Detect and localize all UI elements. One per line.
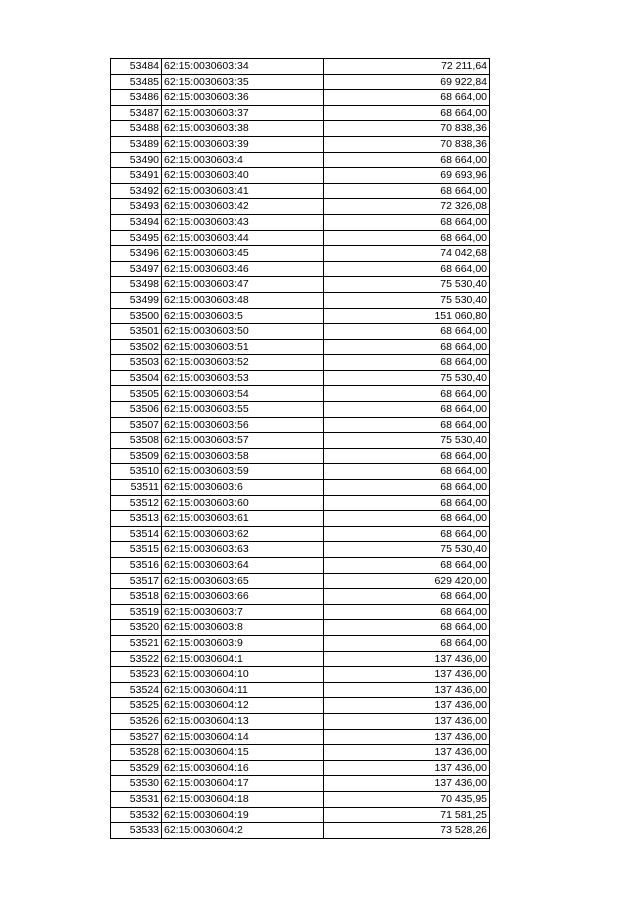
cadastral-value-cell: 629 420,00 — [324, 573, 490, 589]
cadastral-number-cell: 62:15:0030603:42 — [162, 199, 324, 215]
table-row — [111, 620, 490, 636]
table-row — [111, 698, 490, 714]
row-number-cell: 53505 — [111, 386, 162, 402]
table-row — [111, 464, 490, 480]
row-number-cell: 53503 — [111, 355, 162, 371]
row-number-cell: 53501 — [111, 324, 162, 340]
table-row — [111, 199, 490, 215]
cadastral-number-cell: 62:15:0030604:19 — [162, 807, 324, 823]
cadastral-value-cell: 68 664,00 — [324, 448, 490, 464]
row-number-cell: 53511 — [111, 480, 162, 496]
table-row — [111, 635, 490, 651]
table-row — [111, 729, 490, 745]
table-row — [111, 261, 490, 277]
cadastral-number-cell: 62:15:0030603:58 — [162, 448, 324, 464]
cadastral-number-cell: 62:15:0030603:46 — [162, 261, 324, 277]
cadastral-number-cell: 62:15:0030603:37 — [162, 105, 324, 121]
table-row — [111, 651, 490, 667]
row-number-cell: 53504 — [111, 370, 162, 386]
cadastral-number-cell: 62:15:0030603:62 — [162, 526, 324, 542]
cadastral-number-cell: 62:15:0030603:52 — [162, 355, 324, 371]
row-number-cell: 53499 — [111, 292, 162, 308]
table-row — [111, 292, 490, 308]
row-number-cell: 53490 — [111, 152, 162, 168]
table-row — [111, 214, 490, 230]
cadastral-value-table — [110, 58, 490, 839]
cadastral-number-cell: 62:15:0030603:54 — [162, 386, 324, 402]
table-row — [111, 402, 490, 418]
row-number-cell: 53515 — [111, 542, 162, 558]
cadastral-number-cell: 62:15:0030604:15 — [162, 745, 324, 761]
row-number-cell: 53531 — [111, 791, 162, 807]
table-row — [111, 246, 490, 262]
row-number-cell: 53491 — [111, 168, 162, 184]
table-row — [111, 74, 490, 90]
cadastral-value-cell: 70 435,95 — [324, 791, 490, 807]
table-row — [111, 558, 490, 574]
cadastral-number-cell: 62:15:0030603:36 — [162, 90, 324, 106]
cadastral-value-cell: 68 664,00 — [324, 635, 490, 651]
cadastral-number-cell: 62:15:0030603:57 — [162, 433, 324, 449]
row-number-cell: 53528 — [111, 745, 162, 761]
cadastral-value-cell: 68 664,00 — [324, 402, 490, 418]
table-row — [111, 277, 490, 293]
cadastral-value-cell: 75 530,40 — [324, 277, 490, 293]
cadastral-number-cell: 62:15:0030603:55 — [162, 402, 324, 418]
cadastral-value-cell: 137 436,00 — [324, 667, 490, 683]
row-number-cell: 53516 — [111, 558, 162, 574]
cadastral-value-cell: 68 664,00 — [324, 105, 490, 121]
cadastral-number-cell: 62:15:0030603:61 — [162, 511, 324, 527]
cadastral-number-cell: 62:15:0030603:48 — [162, 292, 324, 308]
row-number-cell: 53509 — [111, 448, 162, 464]
row-number-cell: 53489 — [111, 136, 162, 152]
cadastral-value-cell: 68 664,00 — [324, 589, 490, 605]
cadastral-value-cell: 71 581,25 — [324, 807, 490, 823]
row-number-cell: 53508 — [111, 433, 162, 449]
table-row — [111, 308, 490, 324]
cadastral-value-cell: 68 664,00 — [324, 183, 490, 199]
table-row — [111, 776, 490, 792]
cadastral-value-cell: 72 326,08 — [324, 199, 490, 215]
cadastral-value-cell: 151 060,80 — [324, 308, 490, 324]
table-body — [111, 59, 490, 839]
row-number-cell: 53497 — [111, 261, 162, 277]
table-row — [111, 589, 490, 605]
table-row — [111, 370, 490, 386]
row-number-cell: 53506 — [111, 402, 162, 418]
row-number-cell: 53527 — [111, 729, 162, 745]
row-number-cell: 53530 — [111, 776, 162, 792]
row-number-cell: 53488 — [111, 121, 162, 137]
cadastral-number-cell: 62:15:0030604:18 — [162, 791, 324, 807]
table-row — [111, 667, 490, 683]
cadastral-number-cell: 62:15:0030603:63 — [162, 542, 324, 558]
cadastral-value-cell: 137 436,00 — [324, 651, 490, 667]
table-row — [111, 386, 490, 402]
cadastral-value-cell: 75 530,40 — [324, 542, 490, 558]
row-number-cell: 53487 — [111, 105, 162, 121]
table-row — [111, 433, 490, 449]
cadastral-value-cell: 137 436,00 — [324, 729, 490, 745]
row-number-cell: 53485 — [111, 74, 162, 90]
table-row — [111, 791, 490, 807]
cadastral-value-cell: 68 664,00 — [324, 464, 490, 480]
row-number-cell: 53507 — [111, 417, 162, 433]
cadastral-number-cell: 62:15:0030604:17 — [162, 776, 324, 792]
table-row — [111, 713, 490, 729]
cadastral-value-cell: 75 530,40 — [324, 433, 490, 449]
cadastral-number-cell: 62:15:0030603:41 — [162, 183, 324, 199]
cadastral-value-cell: 75 530,40 — [324, 370, 490, 386]
row-number-cell: 53529 — [111, 760, 162, 776]
table-row — [111, 168, 490, 184]
cadastral-number-cell: 62:15:0030603:44 — [162, 230, 324, 246]
row-number-cell: 53494 — [111, 214, 162, 230]
cadastral-number-cell: 62:15:0030603:6 — [162, 480, 324, 496]
cadastral-number-cell: 62:15:0030603:39 — [162, 136, 324, 152]
table-row — [111, 526, 490, 542]
cadastral-value-cell: 68 664,00 — [324, 152, 490, 168]
table-row — [111, 90, 490, 106]
row-number-cell: 53492 — [111, 183, 162, 199]
cadastral-value-cell: 68 664,00 — [324, 558, 490, 574]
cadastral-value-cell: 68 664,00 — [324, 480, 490, 496]
table-row — [111, 823, 490, 839]
cadastral-number-cell: 62:15:0030603:59 — [162, 464, 324, 480]
cadastral-value-cell: 74 042,68 — [324, 246, 490, 262]
table-row — [111, 324, 490, 340]
cadastral-value-cell: 68 664,00 — [324, 214, 490, 230]
row-number-cell: 53524 — [111, 682, 162, 698]
row-number-cell: 53493 — [111, 199, 162, 215]
cadastral-number-cell: 62:15:0030604:2 — [162, 823, 324, 839]
cadastral-value-cell: 68 664,00 — [324, 324, 490, 340]
table-row — [111, 417, 490, 433]
row-number-cell: 53522 — [111, 651, 162, 667]
cadastral-value-cell: 68 664,00 — [324, 230, 490, 246]
row-number-cell: 53513 — [111, 511, 162, 527]
row-number-cell: 53495 — [111, 230, 162, 246]
row-number-cell: 53510 — [111, 464, 162, 480]
cadastral-number-cell: 62:15:0030603:34 — [162, 59, 324, 75]
cadastral-value-cell: 72 211,64 — [324, 59, 490, 75]
cadastral-number-cell: 62:15:0030603:66 — [162, 589, 324, 605]
row-number-cell: 53520 — [111, 620, 162, 636]
cadastral-value-cell: 69 922,84 — [324, 74, 490, 90]
cadastral-number-cell: 62:15:0030603:56 — [162, 417, 324, 433]
cadastral-value-cell: 69 693,96 — [324, 168, 490, 184]
table-row — [111, 59, 490, 75]
cadastral-number-cell: 62:15:0030603:50 — [162, 324, 324, 340]
cadastral-number-cell: 62:15:0030603:40 — [162, 168, 324, 184]
cadastral-value-cell: 68 664,00 — [324, 90, 490, 106]
row-number-cell: 53533 — [111, 823, 162, 839]
cadastral-number-cell: 62:15:0030603:60 — [162, 495, 324, 511]
row-number-cell: 53496 — [111, 246, 162, 262]
cadastral-value-cell: 68 664,00 — [324, 526, 490, 542]
cadastral-number-cell: 62:15:0030604:14 — [162, 729, 324, 745]
cadastral-number-cell: 62:15:0030603:45 — [162, 246, 324, 262]
row-number-cell: 53512 — [111, 495, 162, 511]
table-row — [111, 480, 490, 496]
table-row — [111, 542, 490, 558]
cadastral-number-cell: 62:15:0030603:64 — [162, 558, 324, 574]
cadastral-value-cell: 70 838,36 — [324, 136, 490, 152]
cadastral-value-cell: 73 528,26 — [324, 823, 490, 839]
table-row — [111, 448, 490, 464]
cadastral-value-cell: 137 436,00 — [324, 682, 490, 698]
cadastral-number-cell: 62:15:0030604:16 — [162, 760, 324, 776]
row-number-cell: 53517 — [111, 573, 162, 589]
cadastral-value-cell: 137 436,00 — [324, 745, 490, 761]
cadastral-value-cell: 68 664,00 — [324, 261, 490, 277]
cadastral-value-cell: 68 664,00 — [324, 511, 490, 527]
cadastral-number-cell: 62:15:0030604:12 — [162, 698, 324, 714]
cadastral-number-cell: 62:15:0030603:38 — [162, 121, 324, 137]
row-number-cell: 53519 — [111, 604, 162, 620]
cadastral-number-cell: 62:15:0030603:53 — [162, 370, 324, 386]
table-row — [111, 682, 490, 698]
cadastral-number-cell: 62:15:0030604:10 — [162, 667, 324, 683]
row-number-cell: 53486 — [111, 90, 162, 106]
cadastral-number-cell: 62:15:0030603:5 — [162, 308, 324, 324]
cadastral-value-cell: 137 436,00 — [324, 776, 490, 792]
cadastral-number-cell: 62:15:0030603:43 — [162, 214, 324, 230]
table-row — [111, 745, 490, 761]
table-row — [111, 136, 490, 152]
row-number-cell: 53502 — [111, 339, 162, 355]
table-row — [111, 604, 490, 620]
row-number-cell: 53500 — [111, 308, 162, 324]
table-row — [111, 355, 490, 371]
table-row — [111, 183, 490, 199]
cadastral-value-cell: 68 664,00 — [324, 355, 490, 371]
table-row — [111, 230, 490, 246]
cadastral-number-cell: 62:15:0030603:7 — [162, 604, 324, 620]
cadastral-number-cell: 62:15:0030603:9 — [162, 635, 324, 651]
cadastral-value-cell: 68 664,00 — [324, 620, 490, 636]
table-row — [111, 511, 490, 527]
cadastral-number-cell: 62:15:0030603:4 — [162, 152, 324, 168]
cadastral-value-cell: 70 838,36 — [324, 121, 490, 137]
row-number-cell: 53514 — [111, 526, 162, 542]
cadastral-number-cell: 62:15:0030603:65 — [162, 573, 324, 589]
table-row — [111, 807, 490, 823]
row-number-cell: 53525 — [111, 698, 162, 714]
cadastral-number-cell: 62:15:0030603:8 — [162, 620, 324, 636]
cadastral-number-cell: 62:15:0030603:47 — [162, 277, 324, 293]
row-number-cell: 53532 — [111, 807, 162, 823]
cadastral-value-cell: 75 530,40 — [324, 292, 490, 308]
cadastral-number-cell: 62:15:0030603:51 — [162, 339, 324, 355]
cadastral-value-cell: 68 664,00 — [324, 495, 490, 511]
cadastral-value-cell: 68 664,00 — [324, 339, 490, 355]
table-row — [111, 495, 490, 511]
cadastral-number-cell: 62:15:0030604:1 — [162, 651, 324, 667]
row-number-cell: 53523 — [111, 667, 162, 683]
cadastral-value-cell: 137 436,00 — [324, 713, 490, 729]
table-row — [111, 339, 490, 355]
table-row — [111, 121, 490, 137]
cadastral-number-cell: 62:15:0030604:11 — [162, 682, 324, 698]
table-row — [111, 152, 490, 168]
row-number-cell: 53521 — [111, 635, 162, 651]
row-number-cell: 53518 — [111, 589, 162, 605]
cadastral-value-cell: 137 436,00 — [324, 698, 490, 714]
row-number-cell: 53526 — [111, 713, 162, 729]
cadastral-value-cell: 68 664,00 — [324, 417, 490, 433]
cadastral-value-cell: 137 436,00 — [324, 760, 490, 776]
table-row — [111, 760, 490, 776]
row-number-cell: 53484 — [111, 59, 162, 75]
cadastral-number-cell: 62:15:0030604:13 — [162, 713, 324, 729]
table-row — [111, 573, 490, 589]
row-number-cell: 53498 — [111, 277, 162, 293]
cadastral-value-cell: 68 664,00 — [324, 386, 490, 402]
cadastral-number-cell: 62:15:0030603:35 — [162, 74, 324, 90]
cadastral-value-cell: 68 664,00 — [324, 604, 490, 620]
table-row — [111, 105, 490, 121]
